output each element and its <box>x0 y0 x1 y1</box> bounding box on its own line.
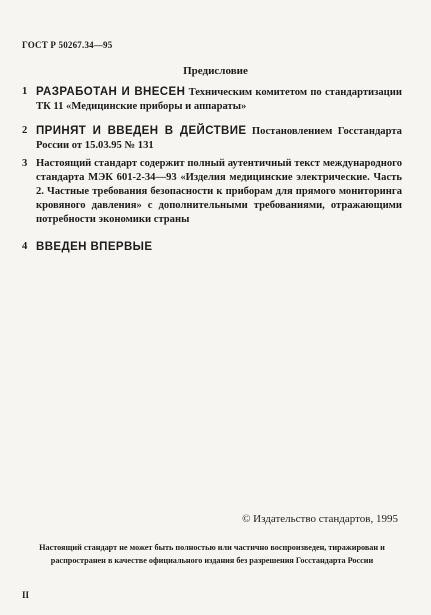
item-lead: РАЗРАБОТАН И ВНЕСЕН <box>36 86 186 98</box>
item-lead: ПРИНЯТ И ВВЕДЕН В ДЕЙСТВИЕ <box>36 125 247 137</box>
list-item <box>22 157 402 227</box>
item-text: Настоящий стандарт содержит полный аутентичный текст международного стандарта МЭК 601-2-34—93 «Изделия медицинские электрические. Часть 2. Частные требования безопасности к приборам для прямого мониторинга кровяного давления» с дополнительными требованиями, отражающими потребности экономики страны <box>36 158 402 225</box>
list-item <box>22 85 402 114</box>
reproduction-notice: Настоящий стандарт не может быть полностью или частично воспроизведен, тиражирован и распространен в качестве официального издания без разрешения Госстандарта России <box>39 543 385 565</box>
item-body <box>36 124 402 153</box>
item-body <box>36 157 402 227</box>
item-body <box>36 240 402 255</box>
item-text: Постановлением Госстандарта России от 15.03.95 № 131 <box>36 126 402 151</box>
list-item <box>22 240 402 255</box>
page-title: Предисловие <box>183 65 248 77</box>
item-lead: ВВЕДЕН ВПЕРВЫЕ <box>36 241 153 253</box>
document-code: ГОСТ Р 50267.34—95 <box>22 40 113 50</box>
item-text: Техническим комитетом по стандартизации ТК 11 «Медицинские приборы и аппараты» <box>36 87 402 112</box>
list-item <box>22 124 402 153</box>
item-body <box>36 85 402 114</box>
copyright: © Издательство стандартов, 1995 <box>242 513 398 525</box>
page-number: II <box>22 590 30 600</box>
item-number: 1 <box>22 86 28 97</box>
item-number: 3 <box>22 158 28 169</box>
item-number: 4 <box>22 241 28 252</box>
item-number: 2 <box>22 125 28 136</box>
